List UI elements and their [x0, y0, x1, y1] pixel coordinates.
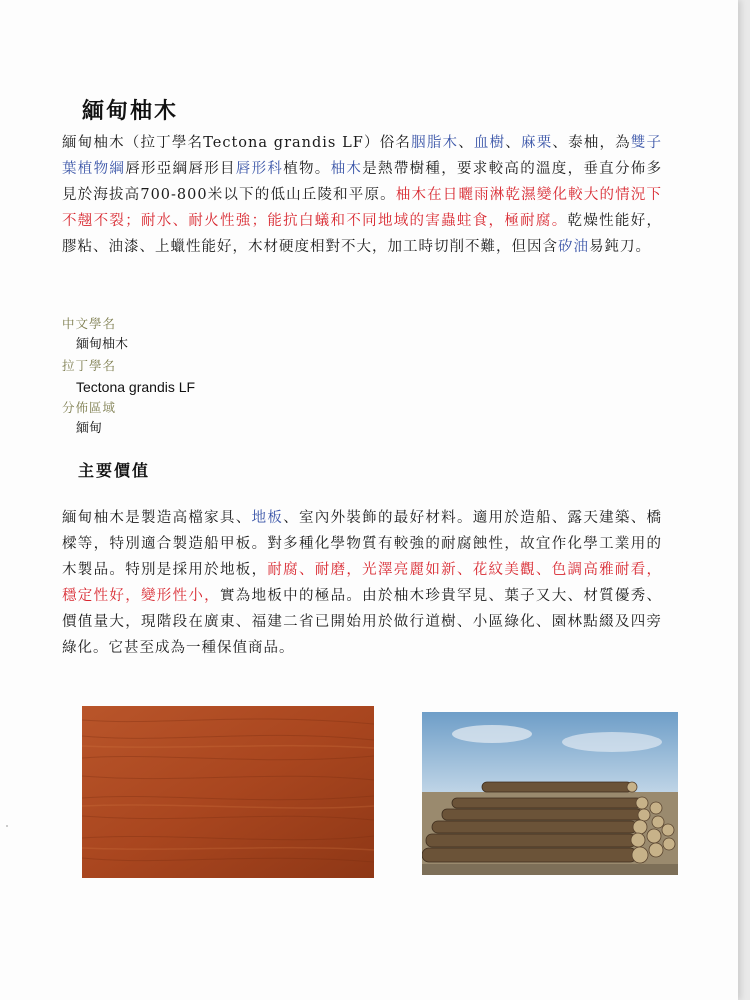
link-rouge-wood[interactable]: 胭脂木 — [411, 135, 459, 151]
link-dicotyledon[interactable]: 雙子葉植物綱 — [62, 135, 663, 177]
highlight-durability: 柚木在日曬雨淋乾濕變化較大的情況下不翹不裂；耐水、耐火性強；能抗白蟻和不同地域的害蟲蛀食，極耐腐。 — [62, 187, 663, 229]
value-chinese-name: 緬甸柚木 — [76, 337, 129, 352]
intro-paragraph: 緬甸柚木（拉丁學名Tectona grandis LF）俗名胭脂木、血樹、麻栗、泰柚，為雙子葉植物綱唇形亞綱唇形目唇形科植物。柚木是熱帶樹種，要求較高的溫度，垂直分佈多見於海拔高700-800米以下的低山丘陵和平原。柚木在日曬雨淋乾濕變化較大的情況下不翹不裂；耐水、耐火性強；能抗白蟻和不同地域的害蟲蛀食，極耐腐。乾燥性能好，膠粘、油漆、上蠟性能好，木材硬度相對不大，加工時切削不難，但因含矽油易鈍刀。 — [62, 135, 663, 255]
link-flooring[interactable]: 地板 — [251, 510, 284, 526]
page-mark — [6, 825, 8, 827]
teak-log-pile-photo — [422, 712, 678, 875]
value-paragraph: 緬甸柚木是製造高檔家具、地板、室內外裝飾的最好材料。適用於造船、露天建築、橋樑等，特別適合製造船甲板。對多種化學物質有較強的耐腐蝕性，故宜作化學工業用的木製品。特別是採用於地板，耐腐、耐磨，光澤亮麗如新、花紋美觀、色調高雅耐看，穩定性好，變形性小，實為地板中的極品。由於柚木珍貴罕見、葉子又大、材質優秀、價值量大，現階段在廣東、福建二省已開始用於做行道樹、小區綠化、園林點綴及四旁綠化。它甚至成為一種保值商品。 — [62, 510, 663, 656]
section-heading-main-value: 主要價值 — [78, 461, 151, 480]
label-region: 分佈區域 — [62, 400, 117, 415]
value-region: 緬甸 — [76, 421, 103, 436]
link-silica-oil[interactable]: 矽油 — [558, 239, 589, 255]
teak-wood-grain-photo — [82, 706, 374, 878]
info-box — [62, 314, 462, 440]
label-chinese-name: 中文學名 — [62, 316, 117, 331]
link-lamiaceae[interactable]: 唇形科 — [235, 161, 284, 177]
link-blood-tree[interactable]: 血樹 — [473, 135, 506, 151]
link-teak[interactable]: 柚木 — [330, 161, 363, 177]
value-latin-name: Tectona grandis LF — [76, 379, 196, 395]
highlight-flooring-benefits: 耐腐、耐磨，光澤亮麗如新、花紋美觀、色調高雅耐看，穩定性好，變形性小， — [62, 562, 663, 604]
label-latin-name: 拉丁學名 — [62, 358, 117, 373]
page-title: 緬甸柚木 — [82, 98, 179, 124]
link-chestnut[interactable]: 麻栗 — [521, 135, 553, 151]
